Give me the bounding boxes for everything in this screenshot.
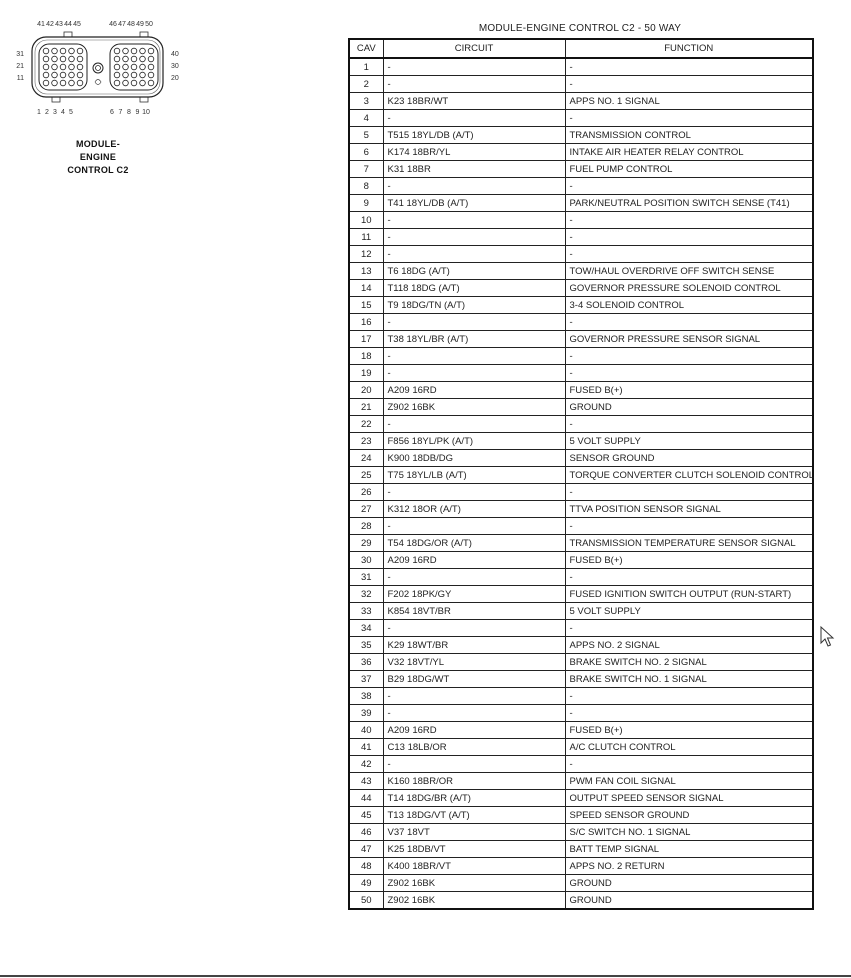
circuit-cell: T13 18DG/VT (A/T)	[383, 807, 565, 824]
pin-hole	[114, 48, 120, 54]
pin-hole	[69, 80, 75, 86]
circuit-cell: K25 18DB/VT	[383, 841, 565, 858]
function-cell: FUSED B(+)	[565, 382, 813, 399]
header-cav: CAV	[349, 39, 383, 58]
cav-cell: 41	[349, 739, 383, 756]
circuit-cell: T14 18DG/BR (A/T)	[383, 790, 565, 807]
pin-number-label: 6	[110, 109, 114, 116]
circuit-cell: -	[383, 58, 565, 76]
pin-hole	[52, 80, 58, 86]
cav-cell: 5	[349, 127, 383, 144]
table-row	[349, 365, 813, 382]
pin-hole	[131, 72, 137, 78]
circuit-cell: K900 18DB/DG	[383, 450, 565, 467]
function-cell: -	[565, 620, 813, 637]
circuit-cell: K31 18BR	[383, 161, 565, 178]
pin-hole	[43, 72, 49, 78]
table-row	[349, 195, 813, 212]
header-function: FUNCTION	[565, 39, 813, 58]
circuit-cell: -	[383, 348, 565, 365]
cav-cell: 14	[349, 280, 383, 297]
pin-hole	[43, 56, 49, 62]
pin-hole	[114, 72, 120, 78]
cav-cell: 23	[349, 433, 383, 450]
table-row	[349, 399, 813, 416]
cav-cell: 29	[349, 535, 383, 552]
cav-cell: 36	[349, 654, 383, 671]
pin-hole	[69, 56, 75, 62]
circuit-cell: A209 16RD	[383, 382, 565, 399]
function-cell: INTAKE AIR HEATER RELAY CONTROL	[565, 144, 813, 161]
function-cell: SENSOR GROUND	[565, 450, 813, 467]
pin-number-label: 47	[118, 21, 126, 28]
circuit-cell: -	[383, 688, 565, 705]
pin-hole	[140, 56, 146, 62]
pin-hole	[52, 64, 58, 70]
pin-number-label: 21	[16, 63, 24, 70]
function-cell: S/C SWITCH NO. 1 SIGNAL	[565, 824, 813, 841]
cav-cell: 10	[349, 212, 383, 229]
header-circuit: CIRCUIT	[383, 39, 565, 58]
function-cell: -	[565, 705, 813, 722]
cav-cell: 18	[349, 348, 383, 365]
circuit-cell: K23 18BR/WT	[383, 93, 565, 110]
circuit-cell: T9 18DG/TN (A/T)	[383, 297, 565, 314]
pin-hole	[140, 64, 146, 70]
cav-cell: 44	[349, 790, 383, 807]
function-cell: OUTPUT SPEED SENSOR SIGNAL	[565, 790, 813, 807]
pin-hole	[148, 48, 154, 54]
function-cell: -	[565, 178, 813, 195]
pin-hole	[131, 56, 137, 62]
pin-number-label: 9	[135, 109, 140, 116]
circuit-cell: Z902 16BK	[383, 892, 565, 910]
pinout-table	[348, 38, 814, 910]
table-row	[349, 450, 813, 467]
circuit-cell: -	[383, 365, 565, 382]
cav-cell: 28	[349, 518, 383, 535]
circuit-cell: K400 18BR/VT	[383, 858, 565, 875]
table-row	[349, 76, 813, 93]
cav-cell: 50	[349, 892, 383, 910]
function-cell: -	[565, 229, 813, 246]
cav-cell: 1	[349, 58, 383, 76]
table-row	[349, 433, 813, 450]
pin-hole	[52, 56, 58, 62]
cav-cell: 15	[349, 297, 383, 314]
table-row	[349, 824, 813, 841]
pin-hole	[60, 80, 66, 86]
circuit-cell: -	[383, 416, 565, 433]
cav-cell: 37	[349, 671, 383, 688]
circuit-cell: -	[383, 76, 565, 93]
table-body	[349, 58, 813, 909]
pin-hole	[77, 80, 83, 86]
pin-hole	[69, 48, 75, 54]
function-cell: -	[565, 365, 813, 382]
table-row	[349, 790, 813, 807]
pin-hole	[148, 64, 154, 70]
pin-number-label: 7	[118, 109, 123, 116]
cav-cell: 13	[349, 263, 383, 280]
table-row	[349, 858, 813, 875]
cav-cell: 12	[349, 246, 383, 263]
pin-hole	[114, 80, 120, 86]
function-cell: 5 VOLT SUPPLY	[565, 603, 813, 620]
circuit-cell: T41 18YL/DB (A/T)	[383, 195, 565, 212]
function-cell: -	[565, 688, 813, 705]
function-cell: 5 VOLT SUPPLY	[565, 433, 813, 450]
table-row	[349, 875, 813, 892]
function-cell: FUSED IGNITION SWITCH OUTPUT (RUN-START)	[565, 586, 813, 603]
cav-cell: 48	[349, 858, 383, 875]
circuit-cell: K854 18VT/BR	[383, 603, 565, 620]
table-row	[349, 654, 813, 671]
pin-number-label: 48	[127, 21, 135, 28]
table-row	[349, 739, 813, 756]
cav-cell: 43	[349, 773, 383, 790]
function-cell: FUEL PUMP CONTROL	[565, 161, 813, 178]
table-row	[349, 263, 813, 280]
cav-cell: 19	[349, 365, 383, 382]
function-cell: -	[565, 484, 813, 501]
function-cell: PWM FAN COIL SIGNAL	[565, 773, 813, 790]
pin-number-label: 3	[53, 109, 57, 116]
circuit-cell: Z902 16BK	[383, 399, 565, 416]
pin-number-label: 8	[127, 109, 131, 116]
cav-cell: 34	[349, 620, 383, 637]
pin-hole	[77, 72, 83, 78]
cav-cell: 24	[349, 450, 383, 467]
cav-cell: 33	[349, 603, 383, 620]
pin-hole	[60, 72, 66, 78]
table-row	[349, 773, 813, 790]
function-cell: GROUND	[565, 875, 813, 892]
table-row	[349, 501, 813, 518]
table-row	[349, 688, 813, 705]
connector-face-drawing	[10, 14, 179, 124]
cav-cell: 27	[349, 501, 383, 518]
pin-number-label: 20	[171, 75, 179, 82]
cav-cell: 22	[349, 416, 383, 433]
pin-hole	[43, 64, 49, 70]
circuit-cell: -	[383, 569, 565, 586]
caption-line: MODULE-	[75, 139, 121, 149]
pin-hole	[69, 72, 75, 78]
circuit-cell: F202 18PK/GY	[383, 586, 565, 603]
pin-hole	[131, 80, 137, 86]
pin-hole	[77, 56, 83, 62]
table-row	[349, 58, 813, 76]
pin-hole	[148, 80, 154, 86]
function-cell: BRAKE SWITCH NO. 2 SIGNAL	[565, 654, 813, 671]
cav-cell: 20	[349, 382, 383, 399]
table-row	[349, 637, 813, 654]
pin-hole	[123, 48, 129, 54]
pin-number-label: 41	[37, 21, 45, 28]
function-cell: -	[565, 246, 813, 263]
table-row	[349, 756, 813, 773]
pin-number-label: 44	[64, 21, 72, 28]
function-cell: -	[565, 569, 813, 586]
table-row	[349, 705, 813, 722]
function-cell: -	[565, 110, 813, 127]
cav-cell: 17	[349, 331, 383, 348]
pin-number-label: 31	[16, 51, 24, 58]
function-cell: TORQUE CONVERTER CLUTCH SOLENOID CONTROL	[565, 467, 813, 484]
table-row	[349, 93, 813, 110]
table-row	[349, 144, 813, 161]
cav-cell: 30	[349, 552, 383, 569]
pin-number-label: 50	[145, 21, 153, 28]
table-title: MODULE-ENGINE CONTROL C2 - 50 WAY	[478, 23, 682, 34]
pin-hole	[148, 56, 154, 62]
pin-hole	[52, 72, 58, 78]
circuit-cell: -	[383, 756, 565, 773]
table-row	[349, 127, 813, 144]
table-row	[349, 518, 813, 535]
function-cell: GROUND	[565, 399, 813, 416]
cav-cell: 4	[349, 110, 383, 127]
pin-hole	[114, 56, 120, 62]
cav-cell: 31	[349, 569, 383, 586]
table-row	[349, 161, 813, 178]
circuit-cell: K174 18BR/YL	[383, 144, 565, 161]
table-row	[349, 348, 813, 365]
function-cell: TRANSMISSION TEMPERATURE SENSOR SIGNAL	[565, 535, 813, 552]
function-cell: -	[565, 518, 813, 535]
cav-cell: 49	[349, 875, 383, 892]
circuit-cell: B29 18DG/WT	[383, 671, 565, 688]
cav-cell: 8	[349, 178, 383, 195]
table-row	[349, 467, 813, 484]
table-row	[349, 314, 813, 331]
circuit-cell: -	[383, 110, 565, 127]
cav-cell: 40	[349, 722, 383, 739]
table-row	[349, 841, 813, 858]
pin-hole	[140, 48, 146, 54]
circuit-cell: T38 18YL/BR (A/T)	[383, 331, 565, 348]
caption-line: CONTROL C2	[67, 165, 129, 175]
table-row	[349, 620, 813, 637]
pin-number-label: 11	[16, 75, 24, 82]
cav-cell: 9	[349, 195, 383, 212]
cav-cell: 11	[349, 229, 383, 246]
function-cell: -	[565, 416, 813, 433]
pin-hole	[77, 48, 83, 54]
pin-hole	[140, 72, 146, 78]
pin-number-label: 45	[73, 21, 81, 28]
function-cell: APPS NO. 2 RETURN	[565, 858, 813, 875]
function-cell: A/C CLUTCH CONTROL	[565, 739, 813, 756]
pin-hole	[69, 64, 75, 70]
circuit-cell: K29 18WT/BR	[383, 637, 565, 654]
pin-number-label: 5	[69, 109, 73, 116]
pin-number-label: 4	[61, 109, 65, 116]
pin-hole	[60, 56, 66, 62]
cav-cell: 32	[349, 586, 383, 603]
pin-hole	[131, 64, 137, 70]
function-cell: PARK/NEUTRAL POSITION SWITCH SENSE (T41)	[565, 195, 813, 212]
circuit-cell: A209 16RD	[383, 552, 565, 569]
function-cell: FUSED B(+)	[565, 722, 813, 739]
table-row	[349, 382, 813, 399]
function-cell: -	[565, 348, 813, 365]
bottom-divider	[0, 975, 851, 977]
table-row	[349, 603, 813, 620]
function-cell: -	[565, 756, 813, 773]
circuit-cell: -	[383, 484, 565, 501]
function-cell: APPS NO. 1 SIGNAL	[565, 93, 813, 110]
pin-number-label: 42	[46, 21, 54, 28]
pin-hole	[140, 80, 146, 86]
function-cell: TRANSMISSION CONTROL	[565, 127, 813, 144]
table-row	[349, 110, 813, 127]
circuit-cell: K312 18OR (A/T)	[383, 501, 565, 518]
pin-number-label: 46	[109, 21, 117, 28]
function-cell: -	[565, 76, 813, 93]
circuit-cell: K160 18BR/OR	[383, 773, 565, 790]
pin-number-label: 10	[142, 109, 150, 116]
function-cell: GOVERNOR PRESSURE SOLENOID CONTROL	[565, 280, 813, 297]
pin-hole	[77, 64, 83, 70]
pin-number-label: 30	[171, 63, 179, 70]
pin-hole	[123, 56, 129, 62]
function-cell: APPS NO. 2 SIGNAL	[565, 637, 813, 654]
function-cell: GOVERNOR PRESSURE SENSOR SIGNAL	[565, 331, 813, 348]
table-row	[349, 331, 813, 348]
circuit-cell: -	[383, 620, 565, 637]
table-row	[349, 586, 813, 603]
table-row	[349, 212, 813, 229]
circuit-cell: C13 18LB/OR	[383, 739, 565, 756]
circuit-cell: T54 18DG/OR (A/T)	[383, 535, 565, 552]
circuit-cell: -	[383, 212, 565, 229]
table-row	[349, 280, 813, 297]
pin-number-label: 2	[45, 109, 49, 116]
table-row	[349, 297, 813, 314]
circuit-cell: T515 18YL/DB (A/T)	[383, 127, 565, 144]
cav-cell: 7	[349, 161, 383, 178]
function-cell: -	[565, 212, 813, 229]
function-cell: BATT TEMP SIGNAL	[565, 841, 813, 858]
function-cell: GROUND	[565, 892, 813, 910]
cav-cell: 3	[349, 93, 383, 110]
center-bolt	[93, 63, 103, 73]
cav-cell: 47	[349, 841, 383, 858]
table-row	[349, 569, 813, 586]
cav-cell: 2	[349, 76, 383, 93]
function-cell: 3-4 SOLENOID CONTROL	[565, 297, 813, 314]
cav-cell: 25	[349, 467, 383, 484]
pin-number-label: 1	[37, 109, 41, 116]
connector-caption	[58, 138, 138, 177]
circuit-cell: T118 18DG (A/T)	[383, 280, 565, 297]
cav-cell: 6	[349, 144, 383, 161]
pin-hole	[123, 80, 129, 86]
pin-hole	[114, 64, 120, 70]
circuit-cell: F856 18YL/PK (A/T)	[383, 433, 565, 450]
function-cell: SPEED SENSOR GROUND	[565, 807, 813, 824]
pin-hole	[52, 48, 58, 54]
circuit-cell: Z902 16BK	[383, 875, 565, 892]
circuit-cell: -	[383, 518, 565, 535]
function-cell: TOW/HAUL OVERDRIVE OFF SWITCH SENSE	[565, 263, 813, 280]
table-row	[349, 416, 813, 433]
circuit-cell: -	[383, 229, 565, 246]
pin-number-label: 49	[136, 21, 144, 28]
table-row	[349, 229, 813, 246]
function-cell: BRAKE SWITCH NO. 1 SIGNAL	[565, 671, 813, 688]
pin-hole	[123, 64, 129, 70]
circuit-cell: T6 18DG (A/T)	[383, 263, 565, 280]
cav-cell: 42	[349, 756, 383, 773]
table-row	[349, 246, 813, 263]
pin-hole	[43, 48, 49, 54]
circuit-cell: -	[383, 246, 565, 263]
function-cell: -	[565, 58, 813, 76]
cav-cell: 21	[349, 399, 383, 416]
cav-cell: 16	[349, 314, 383, 331]
circuit-cell: V32 18VT/YL	[383, 654, 565, 671]
table-header-row	[349, 39, 813, 58]
cav-cell: 26	[349, 484, 383, 501]
mouse-pointer-icon	[820, 626, 834, 648]
table-row	[349, 484, 813, 501]
table-row	[349, 535, 813, 552]
table-row	[349, 807, 813, 824]
pin-hole	[123, 72, 129, 78]
circuit-cell: V37 18VT	[383, 824, 565, 841]
connector-diagram	[10, 14, 179, 184]
table-row	[349, 892, 813, 910]
table-row	[349, 178, 813, 195]
cav-cell: 39	[349, 705, 383, 722]
circuit-cell: A209 16RD	[383, 722, 565, 739]
table-row	[349, 722, 813, 739]
cav-cell: 45	[349, 807, 383, 824]
cav-cell: 46	[349, 824, 383, 841]
circuit-cell: -	[383, 314, 565, 331]
function-cell: -	[565, 314, 813, 331]
circuit-cell: -	[383, 178, 565, 195]
table-row	[349, 552, 813, 569]
pin-hole	[131, 48, 137, 54]
circuit-cell: T75 18YL/LB (A/T)	[383, 467, 565, 484]
caption-line: ENGINE	[79, 152, 117, 162]
cav-cell: 35	[349, 637, 383, 654]
cav-cell: 38	[349, 688, 383, 705]
pin-number-label: 43	[55, 21, 63, 28]
table-row	[349, 671, 813, 688]
pin-hole	[148, 72, 154, 78]
pin-number-label: 40	[171, 51, 179, 58]
pin-hole	[60, 64, 66, 70]
function-cell: FUSED B(+)	[565, 552, 813, 569]
function-cell: TTVA POSITION SENSOR SIGNAL	[565, 501, 813, 518]
pin-hole	[60, 48, 66, 54]
pin-hole	[43, 80, 49, 86]
circuit-cell: -	[383, 705, 565, 722]
